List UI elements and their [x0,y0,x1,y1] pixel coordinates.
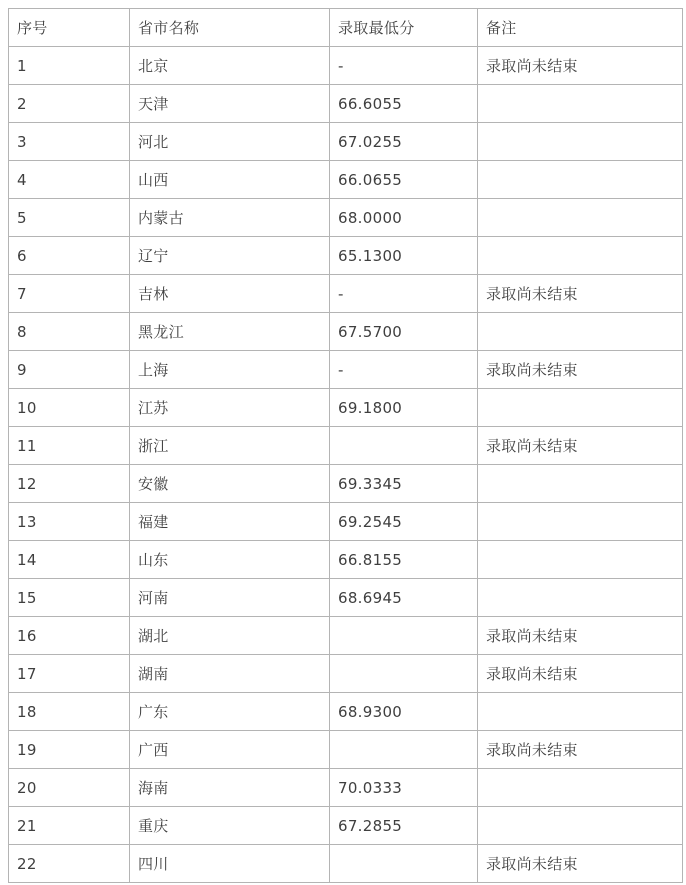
cell-min-score: 69.3345 [330,465,478,503]
cell-min-score: 69.2545 [330,503,478,541]
cell-province: 福建 [130,503,330,541]
cell-note: 录取尚未结束 [478,275,683,313]
header-province: 省市名称 [130,9,330,47]
cell-min-score: 68.9300 [330,693,478,731]
cell-note [478,389,683,427]
cell-note: 录取尚未结束 [478,351,683,389]
header-row [9,9,683,47]
table-row [9,237,683,275]
cell-note: 录取尚未结束 [478,427,683,465]
table-row [9,427,683,465]
cell-index: 17 [9,655,130,693]
table-row [9,617,683,655]
cell-index: 6 [9,237,130,275]
cell-min-score: 70.0333 [330,769,478,807]
cell-index: 8 [9,313,130,351]
cell-note [478,313,683,351]
cell-note [478,541,683,579]
cell-note [478,123,683,161]
cell-province: 湖北 [130,617,330,655]
cell-min-score: 68.0000 [330,199,478,237]
cell-province: 江苏 [130,389,330,427]
table-row [9,807,683,845]
cell-index: 9 [9,351,130,389]
table-row [9,275,683,313]
cell-index: 20 [9,769,130,807]
cell-note [478,769,683,807]
cell-index: 12 [9,465,130,503]
cell-min-score: 66.6055 [330,85,478,123]
cell-min-score [330,731,478,769]
table-body [9,47,683,883]
table-row [9,693,683,731]
cell-note: 录取尚未结束 [478,845,683,883]
cell-index: 18 [9,693,130,731]
cell-index: 5 [9,199,130,237]
cell-min-score: 69.1800 [330,389,478,427]
table-row [9,655,683,693]
cell-index: 22 [9,845,130,883]
cell-province: 海南 [130,769,330,807]
cell-note: 录取尚未结束 [478,47,683,85]
cell-min-score: - [330,351,478,389]
cell-index: 1 [9,47,130,85]
cell-province: 北京 [130,47,330,85]
table-row [9,123,683,161]
cell-note [478,465,683,503]
table-row [9,541,683,579]
cell-province: 吉林 [130,275,330,313]
cell-note: 录取尚未结束 [478,655,683,693]
cell-min-score: - [330,275,478,313]
cell-index: 16 [9,617,130,655]
cell-province: 重庆 [130,807,330,845]
cell-province: 安徽 [130,465,330,503]
header-min-score: 录取最低分 [330,9,478,47]
table-row [9,503,683,541]
cell-province: 内蒙古 [130,199,330,237]
cell-note: 录取尚未结束 [478,617,683,655]
cell-min-score: 67.2855 [330,807,478,845]
cell-note [478,807,683,845]
table-row [9,199,683,237]
cell-min-score: 68.6945 [330,579,478,617]
table-row [9,769,683,807]
cell-province: 广西 [130,731,330,769]
cell-note [478,579,683,617]
cell-min-score [330,617,478,655]
cell-min-score: 67.5700 [330,313,478,351]
cell-index: 19 [9,731,130,769]
cell-note [478,237,683,275]
cell-note [478,503,683,541]
header-index: 序号 [9,9,130,47]
table-row [9,465,683,503]
cell-index: 3 [9,123,130,161]
cell-min-score: 65.1300 [330,237,478,275]
cell-note [478,199,683,237]
table-row [9,731,683,769]
cell-min-score [330,845,478,883]
cell-index: 14 [9,541,130,579]
cell-note [478,85,683,123]
table-row [9,161,683,199]
table-header [9,9,683,47]
cell-province: 辽宁 [130,237,330,275]
cell-min-score: 66.8155 [330,541,478,579]
cell-min-score [330,655,478,693]
table-row [9,47,683,85]
cell-province: 黑龙江 [130,313,330,351]
table-row [9,85,683,123]
cell-province: 四川 [130,845,330,883]
table-row [9,579,683,617]
cell-province: 上海 [130,351,330,389]
cell-index: 13 [9,503,130,541]
cell-province: 天津 [130,85,330,123]
cell-province: 浙江 [130,427,330,465]
table-row [9,845,683,883]
cell-province: 山东 [130,541,330,579]
cell-index: 2 [9,85,130,123]
cell-index: 21 [9,807,130,845]
cell-province: 河北 [130,123,330,161]
table-row [9,313,683,351]
admission-score-table [8,8,683,883]
cell-note: 录取尚未结束 [478,731,683,769]
cell-min-score [330,427,478,465]
cell-province: 广东 [130,693,330,731]
cell-index: 10 [9,389,130,427]
cell-index: 7 [9,275,130,313]
cell-index: 4 [9,161,130,199]
cell-note [478,161,683,199]
cell-index: 15 [9,579,130,617]
table-row [9,351,683,389]
header-note: 备注 [478,9,683,47]
cell-index: 11 [9,427,130,465]
cell-min-score: 66.0655 [330,161,478,199]
cell-province: 山西 [130,161,330,199]
cell-note [478,693,683,731]
cell-province: 河南 [130,579,330,617]
cell-min-score: - [330,47,478,85]
cell-min-score: 67.0255 [330,123,478,161]
table-row [9,389,683,427]
cell-province: 湖南 [130,655,330,693]
